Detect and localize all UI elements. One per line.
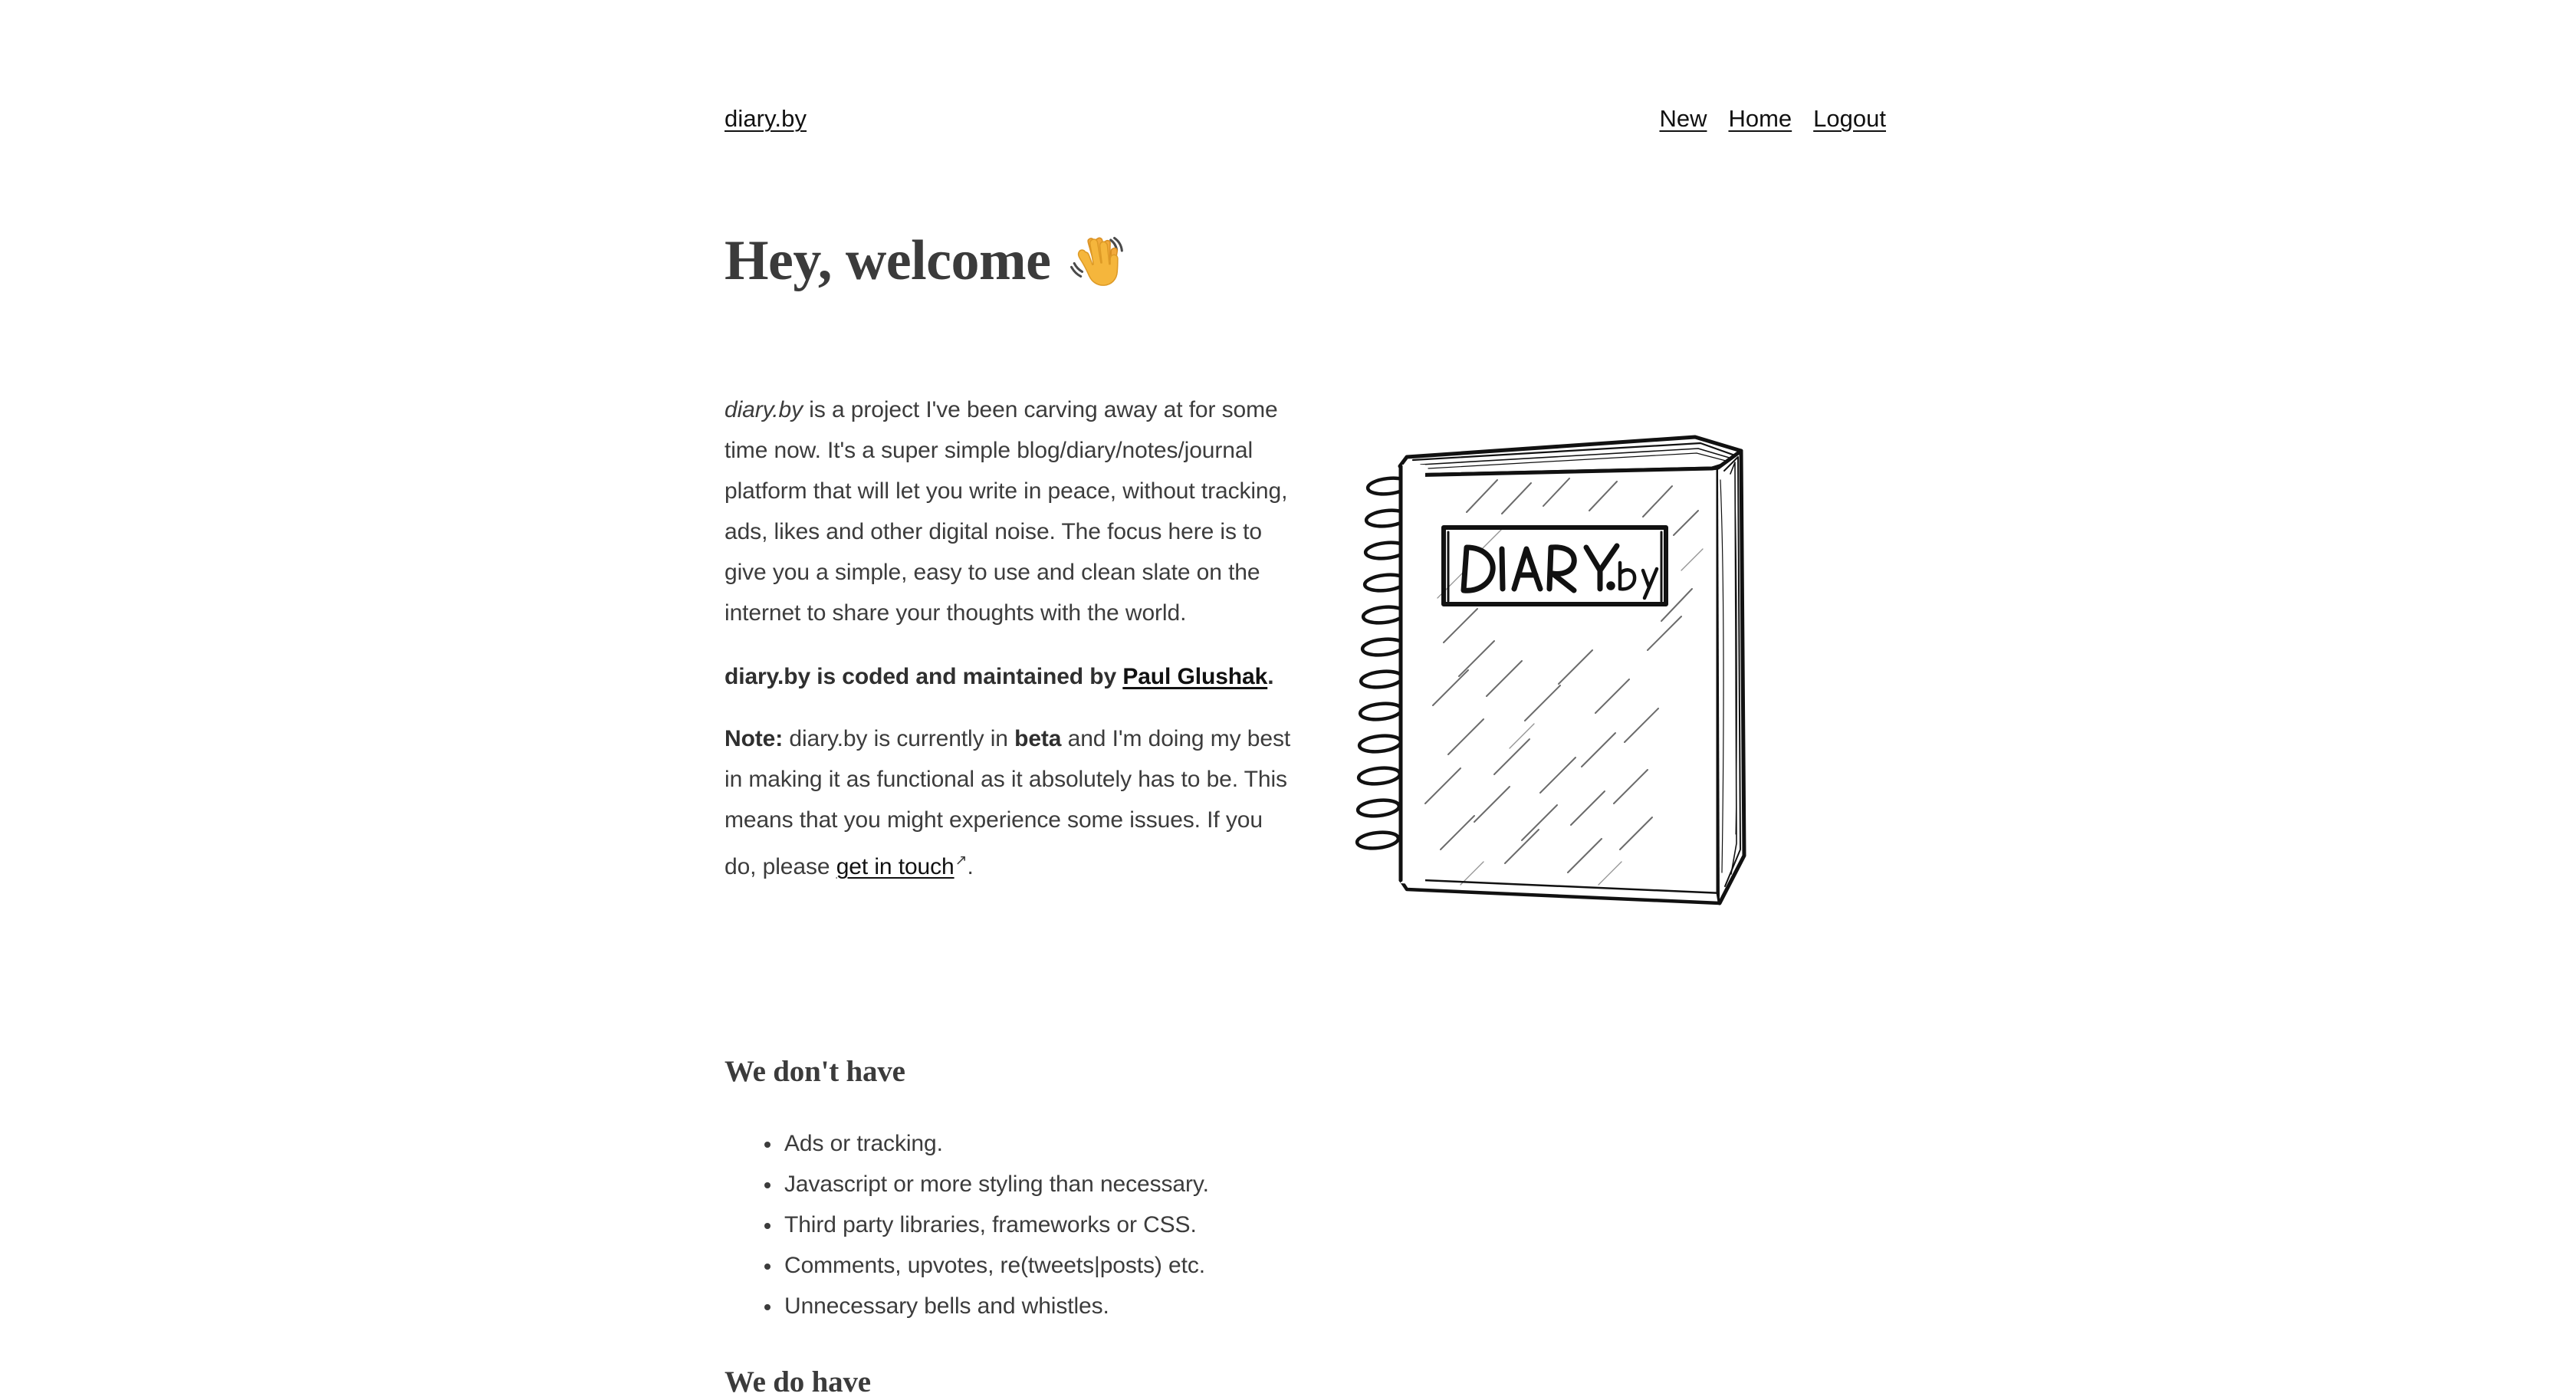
note-text-2: and I'm doing my best in making it as functional as it absolutely has to be. This means that you might experience some issues. If you do, please (724, 726, 1291, 879)
intro-brand-italic: diary.by (724, 397, 803, 422)
list-item: Ads or tracking. (784, 1123, 1474, 1164)
page-title-text: Hey, welcome (724, 229, 1051, 292)
note-text-1: diary.by is currently in (783, 726, 1015, 751)
note-paragraph (724, 718, 1298, 887)
dont-have-list (724, 1123, 1474, 1326)
intro-paragraph (724, 389, 1298, 633)
list-item: Unnecessary bells and whistles. (784, 1286, 1474, 1326)
waving-hand-icon (1065, 232, 1125, 291)
list-item: Comments, upvotes, re(tweets|posts) etc. (784, 1245, 1474, 1286)
credit-prefix: diary.by is coded and maintained by (724, 664, 1123, 689)
author-link[interactable]: Paul Glushak (1122, 664, 1268, 689)
main-nav (1659, 104, 1886, 133)
note-beta-emphasis: beta (1014, 726, 1062, 751)
nav-link-logout[interactable]: Logout (1813, 105, 1886, 132)
credit-suffix: . (1267, 664, 1274, 689)
page-title (724, 230, 1125, 292)
external-link-arrow-icon: ↗ (955, 853, 968, 869)
intro-text-column (724, 389, 1298, 910)
nav-link-home[interactable]: Home (1728, 105, 1792, 132)
site-header (724, 104, 1886, 133)
list-item: Third party libraries, frameworks or CSS. (784, 1204, 1474, 1245)
diary-notebook-illustration (1352, 420, 1766, 911)
note-label: Note: (724, 726, 784, 751)
section-heading-do-have: We do have (724, 1365, 871, 1398)
list-item: Javascript or more styling than necessary. (784, 1164, 1474, 1204)
credit-paragraph (724, 656, 1298, 697)
note-suffix: . (967, 854, 974, 879)
section-heading-dont-have: We don't have (724, 1055, 905, 1088)
intro-paragraph-text: is a project I've been carving away at for some time now. It's a super simple blog/diary/notes/journal platform that will let you write in peace, without tracking, ads, likes and other digital noise. The focus here is to give you a simple, easy to use and clean slate on the internet to share your thoughts with the world. (724, 397, 1288, 626)
brand-link[interactable]: diary.by (724, 105, 807, 132)
nav-link-new[interactable]: New (1659, 105, 1707, 132)
contact-link[interactable]: get in touch (836, 854, 955, 879)
